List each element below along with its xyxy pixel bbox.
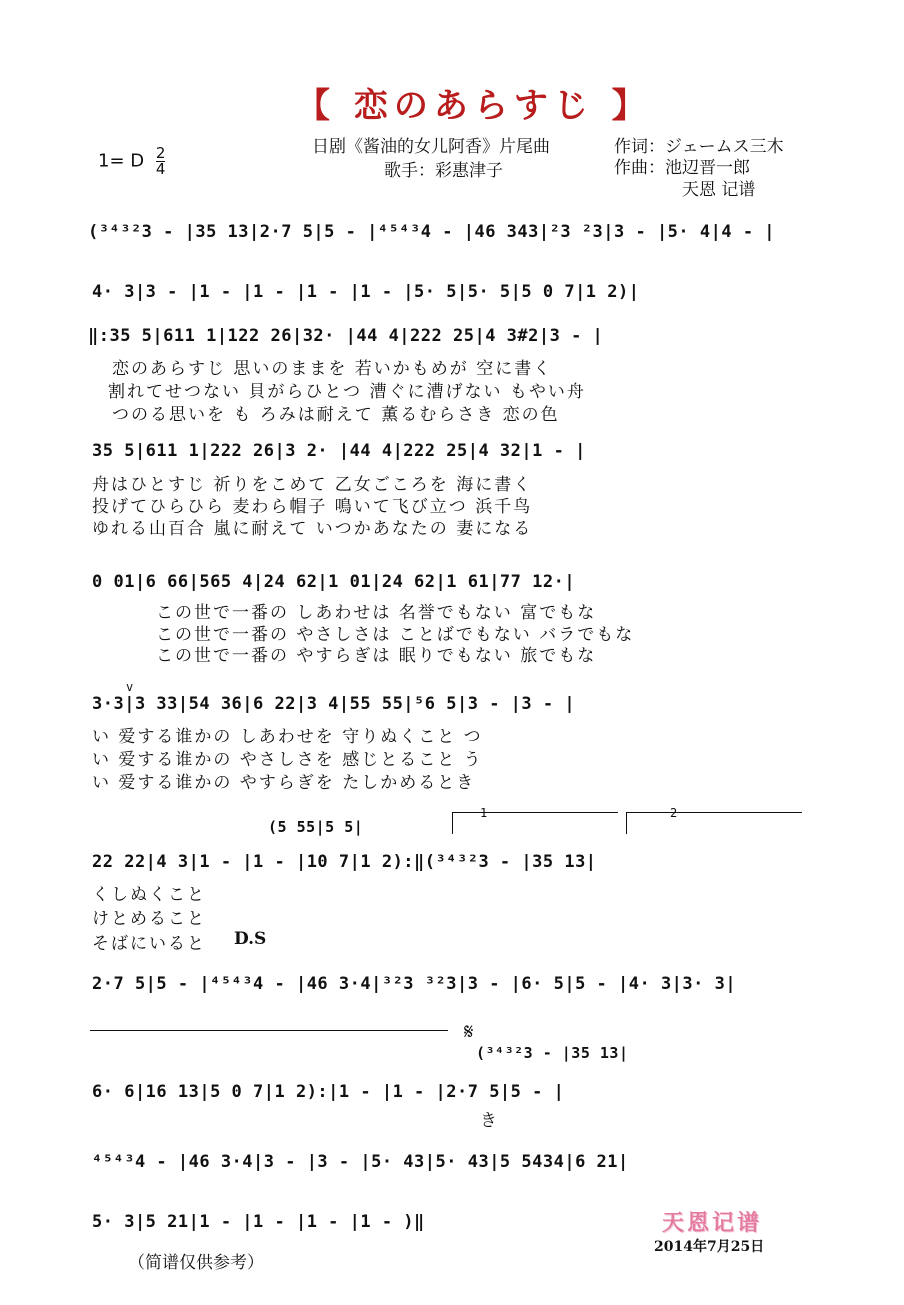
volta-1-label: 1	[480, 806, 488, 820]
notation-row-4: 35 5|611 1|222 26|3 2· |44 4|222 25|4 32|1 - |	[92, 441, 586, 461]
lyric-row-6-1: い 爱する谁かの しあわせを 守りぬくこと つ	[92, 727, 483, 747]
lyric-row-6-3: い 爱する谁かの やすらぎを たしかめるとき	[92, 773, 476, 793]
composer: 作曲：池辺晋一郎	[614, 158, 750, 178]
reference-note: （简谱仅供参考）	[128, 1253, 264, 1273]
ds-marking: D.S	[234, 929, 267, 949]
date: 2014年7月25日	[654, 1239, 765, 1255]
notation-row-11: 5· 3|5 21|1 - |1 - |1 - |1 - )‖	[92, 1212, 425, 1232]
notation-row-7: 22 22|4 3|1 - |1 - |10 7|1 2):‖(³⁴³²3 - |35 13|	[92, 852, 597, 872]
key-signature	[98, 146, 165, 177]
time-signature	[156, 146, 166, 177]
time-den: 4	[155, 160, 166, 178]
notation-row-5: 0 01|6 66|565 4|24 62|1 01|24 62|1 61|77 12·|	[92, 572, 576, 592]
subtitle: 日剧《酱油的女儿阿香》片尾曲	[312, 137, 550, 157]
lyric-row-5-3: この世で一番の やすらぎは 眠りでもない 旅でもな	[156, 646, 597, 666]
lyric-row-4-3: ゆれる山百合 嵐に耐えて いつかあなたの 妻になる	[92, 519, 533, 539]
singer: 歌手：彩惠津子	[384, 161, 503, 181]
lyric-row-7-2: けとめること	[92, 909, 206, 929]
lyricist: 作词：ジェームス三木	[614, 137, 784, 157]
volta-1-line	[452, 812, 618, 813]
volta-lead-notes: (5 55|5 5|	[268, 818, 364, 836]
lyric-row-6-2: い 爱する谁かの やさしさを 感じとること う	[92, 750, 483, 770]
breath-mark: v	[126, 680, 134, 694]
coda-line	[90, 1030, 448, 1031]
segno-notes: (³⁴³²3 - |35 13|	[476, 1044, 629, 1062]
transcriber: 天恩 记谱	[682, 180, 756, 200]
notation-row-1: (³⁴³²3 - |35 13|2·7 5|5 - |⁴⁵⁴³4 - |46 343|²3 ²3|3 - |5· 4|4 - |	[88, 222, 776, 242]
notation-row-2: 4· 3|3 - |1 - |1 - |1 - |1 - |5· 5|5· 5|5 0 7|1 2)|	[92, 282, 640, 302]
volta-2-tick	[626, 812, 627, 834]
lyric-ki: き	[480, 1111, 499, 1131]
transcriber-stamp: 天恩记谱	[662, 1210, 763, 1236]
lyric-row-7-1: くしぬくこと	[92, 885, 206, 905]
notation-row-10: ⁴⁵⁴³4 - |46 3·4|3 - |3 - |5· 43|5· 43|5 5434|6 21|	[92, 1152, 629, 1172]
lyric-row-7-3: そばにいると	[92, 934, 206, 954]
lyric-row-5-1: この世で一番の しあわせは 名誉でもない 富でもな	[156, 603, 597, 623]
notation-row-6: 3·3|3 33|54 36|6 22|3 4|55 55|⁵6 5|3 - |3 - |	[92, 694, 576, 714]
notation-row-8: 2·7 5|5 - |⁴⁵⁴³4 - |46 3·4|³²3 ³²3|3 - |6· 5|5 - |4· 3|3· 3|	[92, 974, 737, 994]
segno-sign: 𝄋	[464, 1020, 474, 1045]
notation-row-3: ‖:35 5|611 1|122 26|32· |44 4|222 25|4 3#2|3 - |	[88, 326, 604, 346]
lyric-row-5-2: この世で一番の やさしさは ことばでもない バラでもな	[156, 625, 635, 645]
volta-1-tick	[452, 812, 453, 834]
time-num: 2	[155, 144, 166, 162]
lyric-row-4-2: 投げてひらひら 麦わら帽子 鳴いて飞び立つ 浜千鸟	[92, 497, 533, 517]
lyric-row-3-1: 恋のあらすじ 思いのままを 若いかもめが 空に書く	[112, 359, 553, 379]
lyric-row-3-2: 割れてせつない 貝がらひとつ 漕ぐに漕げない もやい舟	[108, 382, 586, 402]
volta-2-line	[626, 812, 802, 813]
page-title: 【 恋のあらすじ 】	[296, 86, 652, 126]
volta-2-label: 2	[670, 806, 678, 820]
lyric-row-3-3: つのる思いを も ろみは耐えて 薫るむらさき 恋の色	[112, 405, 560, 425]
notation-row-9: 6· 6|16 13|5 0 7|1 2):|1 - |1 - |2·7 5|5 - |	[92, 1082, 565, 1102]
lyric-row-4-1: 舟はひとすじ 祈りをこめて 乙女ごころを 海に書く	[92, 475, 533, 495]
key-label: 1= D	[98, 150, 145, 172]
